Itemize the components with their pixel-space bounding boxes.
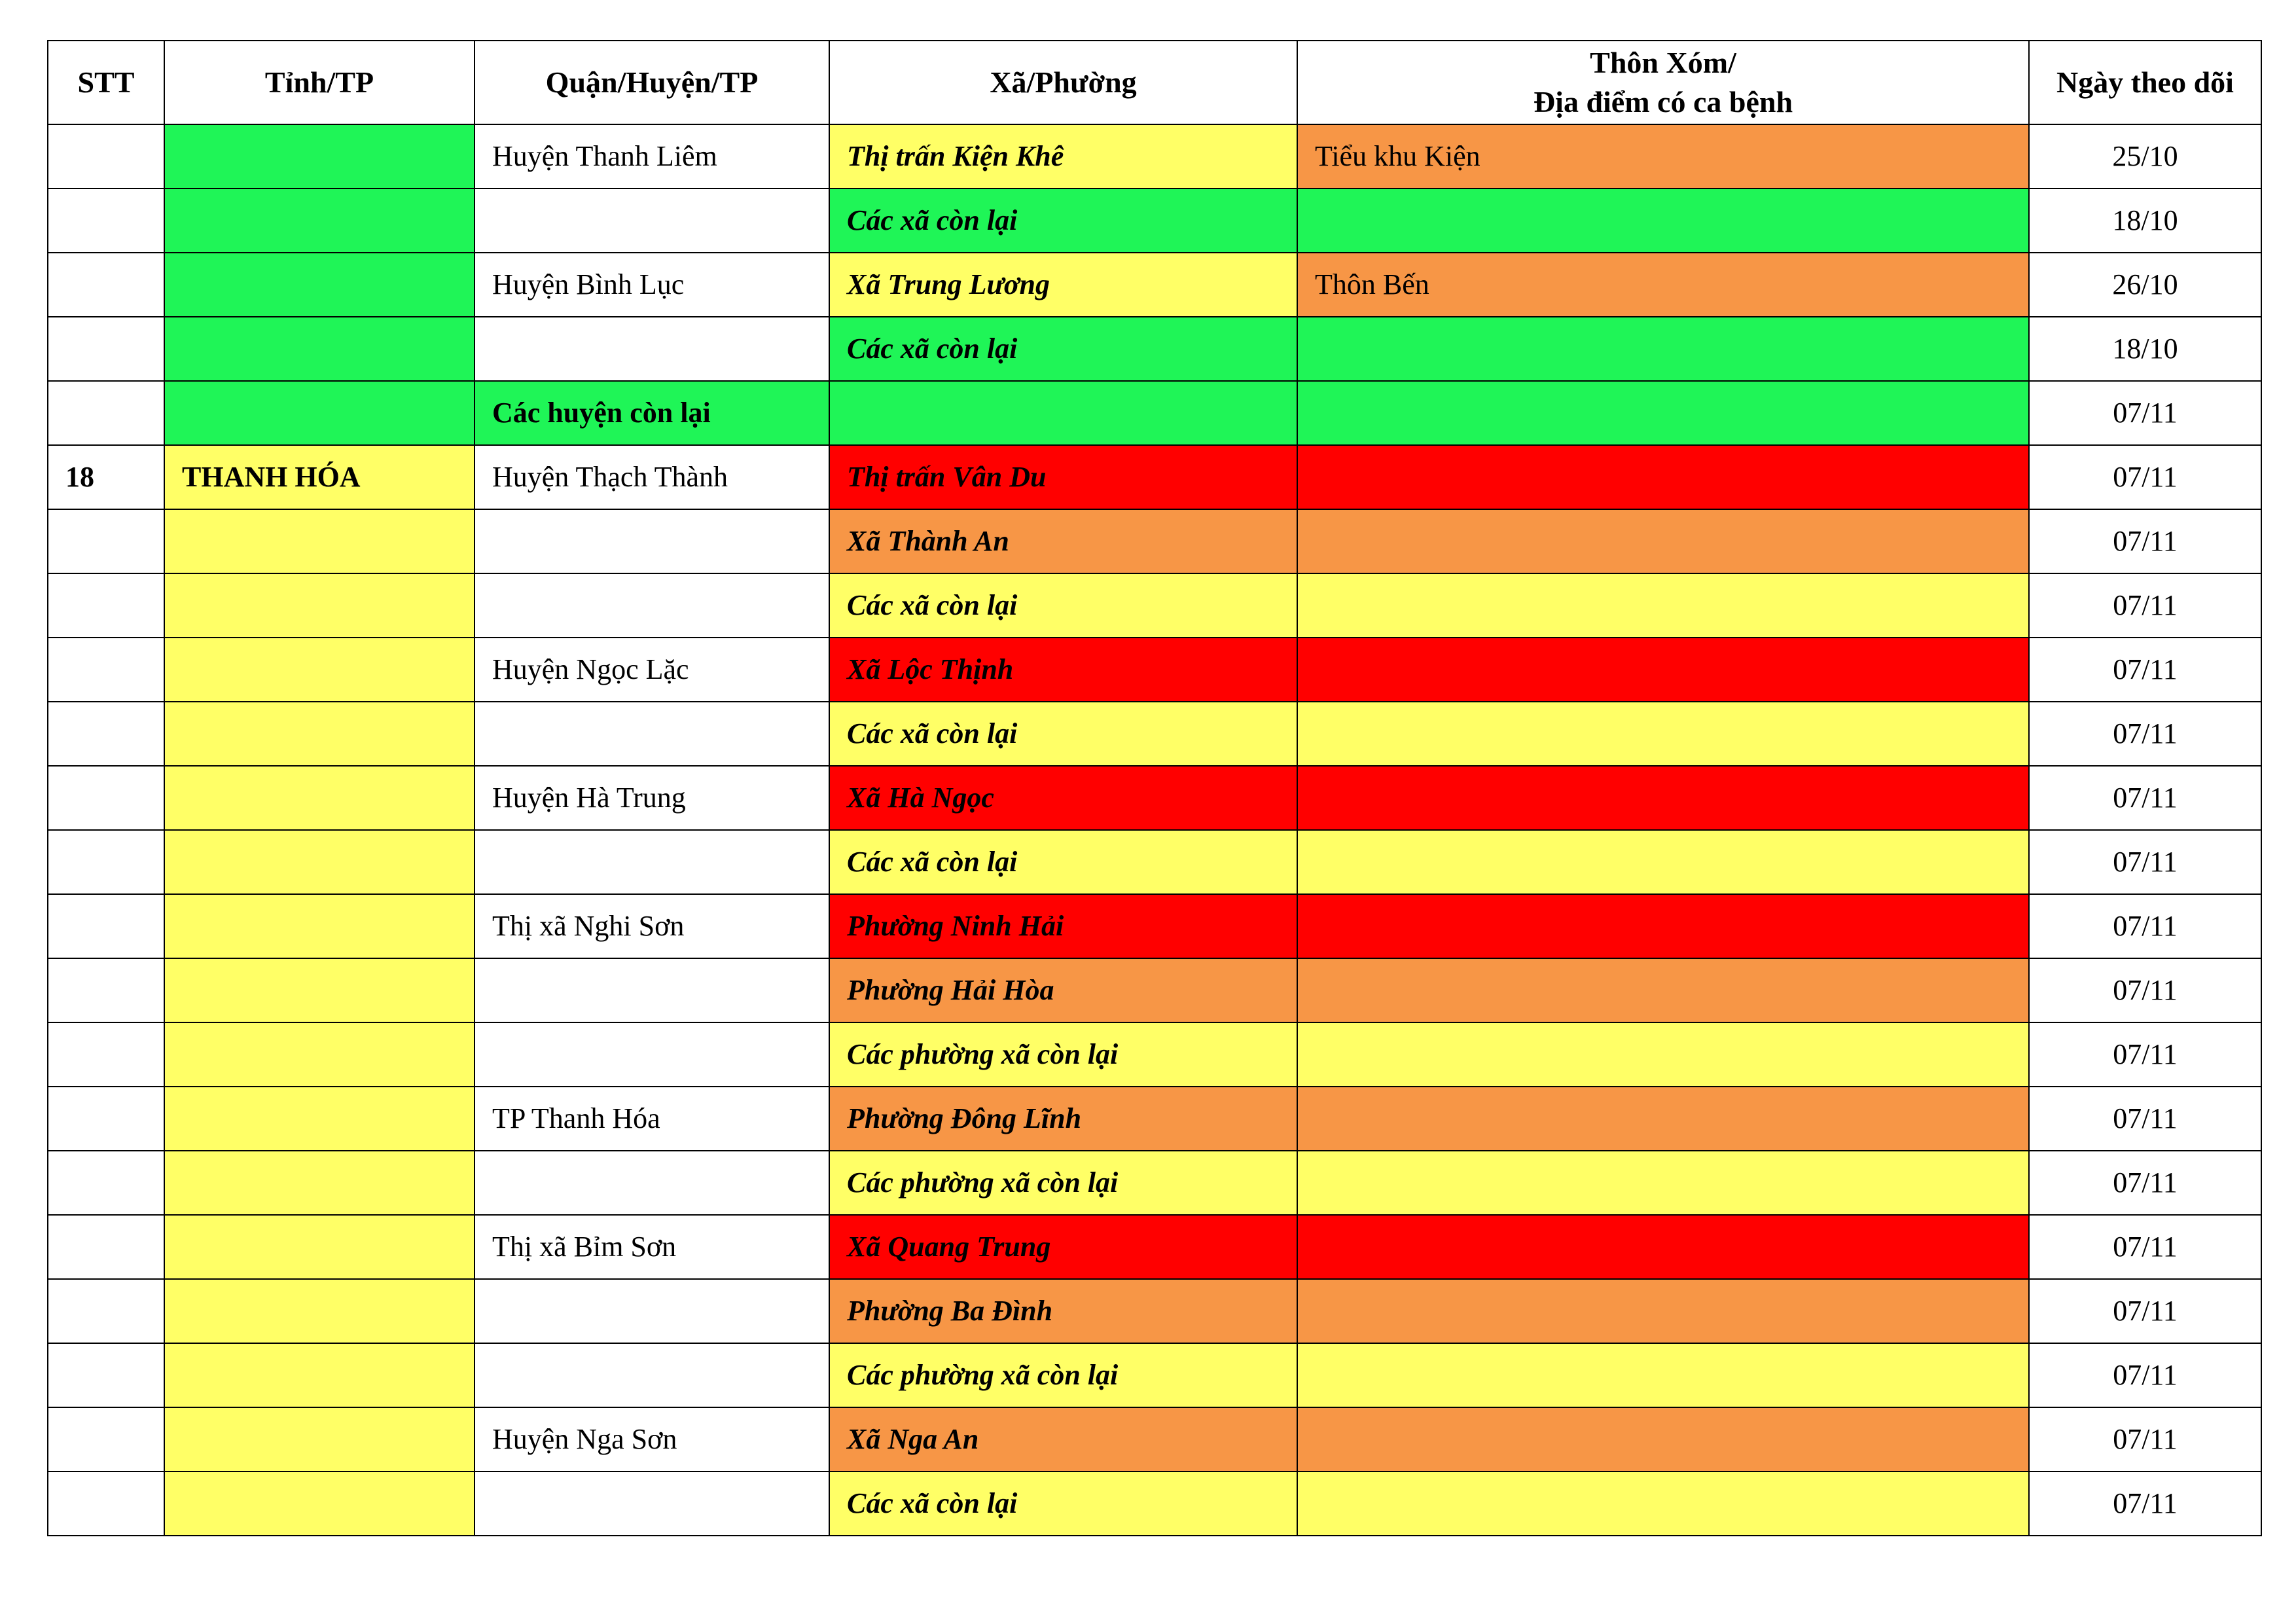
table-row bbox=[48, 638, 2261, 702]
commune-cell: Xã Thành An bbox=[829, 509, 1297, 573]
commune-cell: Các xã còn lại bbox=[829, 189, 1297, 253]
table-row bbox=[48, 509, 2261, 573]
location-cell bbox=[1297, 1087, 2029, 1151]
commune-cell: Xã Lộc Thịnh bbox=[829, 638, 1297, 702]
province-cell bbox=[164, 702, 475, 766]
date-cell: 07/11 bbox=[2029, 1087, 2261, 1151]
location-cell bbox=[1297, 702, 2029, 766]
date-cell: 07/11 bbox=[2029, 1215, 2261, 1279]
table-row bbox=[48, 573, 2261, 638]
table-row bbox=[48, 189, 2261, 253]
location-cell bbox=[1297, 638, 2029, 702]
date-cell: 07/11 bbox=[2029, 1407, 2261, 1471]
table-row bbox=[48, 1343, 2261, 1407]
province-cell bbox=[164, 1471, 475, 1536]
commune-cell: Phường Hải Hòa bbox=[829, 958, 1297, 1022]
date-cell: 07/11 bbox=[2029, 1151, 2261, 1215]
location-cell bbox=[1297, 1279, 2029, 1343]
district-cell: Huyện Bình Lục bbox=[475, 253, 829, 317]
date-cell: 07/11 bbox=[2029, 958, 2261, 1022]
commune-cell: Xã Quang Trung bbox=[829, 1215, 1297, 1279]
table-row bbox=[48, 317, 2261, 381]
date-cell: 25/10 bbox=[2029, 124, 2261, 189]
district-cell: Huyện Nga Sơn bbox=[475, 1407, 829, 1471]
province-cell bbox=[164, 894, 475, 958]
commune-cell: Phường Đông Lĩnh bbox=[829, 1087, 1297, 1151]
date-cell: 07/11 bbox=[2029, 702, 2261, 766]
header-date: Ngày theo dõi bbox=[2029, 41, 2261, 124]
district-cell bbox=[475, 1343, 829, 1407]
location-cell bbox=[1297, 1215, 2029, 1279]
province-cell bbox=[164, 958, 475, 1022]
location-cell bbox=[1297, 1471, 2029, 1536]
date-cell: 07/11 bbox=[2029, 830, 2261, 894]
date-cell: 07/11 bbox=[2029, 573, 2261, 638]
stt-cell bbox=[48, 1471, 164, 1536]
table-row bbox=[48, 1087, 2261, 1151]
stt-cell bbox=[48, 1407, 164, 1471]
district-cell bbox=[475, 1151, 829, 1215]
date-cell: 07/11 bbox=[2029, 1279, 2261, 1343]
stt-cell bbox=[48, 1279, 164, 1343]
date-cell: 07/11 bbox=[2029, 381, 2261, 445]
location-cell bbox=[1297, 317, 2029, 381]
commune-cell: Các phường xã còn lại bbox=[829, 1022, 1297, 1087]
stt-cell bbox=[48, 381, 164, 445]
location-cell bbox=[1297, 509, 2029, 573]
district-cell bbox=[475, 1022, 829, 1087]
commune-cell bbox=[829, 381, 1297, 445]
location-cell bbox=[1297, 573, 2029, 638]
location-cell bbox=[1297, 894, 2029, 958]
district-cell: Thị xã Nghi Sơn bbox=[475, 894, 829, 958]
header-location bbox=[1297, 41, 2029, 124]
header-province: Tỉnh/TP bbox=[164, 41, 475, 124]
date-cell: 07/11 bbox=[2029, 766, 2261, 830]
district-cell bbox=[475, 317, 829, 381]
date-cell: 18/10 bbox=[2029, 189, 2261, 253]
district-cell bbox=[475, 573, 829, 638]
district-cell: Thị xã Bỉm Sơn bbox=[475, 1215, 829, 1279]
district-cell bbox=[475, 189, 829, 253]
district-cell bbox=[475, 702, 829, 766]
district-cell bbox=[475, 509, 829, 573]
table-row bbox=[48, 124, 2261, 189]
location-cell bbox=[1297, 381, 2029, 445]
location-cell bbox=[1297, 830, 2029, 894]
stt-cell bbox=[48, 638, 164, 702]
commune-cell: Các xã còn lại bbox=[829, 573, 1297, 638]
table-row bbox=[48, 1407, 2261, 1471]
date-cell: 07/11 bbox=[2029, 1343, 2261, 1407]
header-location-line2: Địa điểm có ca bệnh bbox=[1533, 85, 1793, 118]
location-cell bbox=[1297, 766, 2029, 830]
header-district: Quận/Huyện/TP bbox=[475, 41, 829, 124]
commune-cell: Thị trấn Vân Du bbox=[829, 445, 1297, 509]
province-cell bbox=[164, 124, 475, 189]
province-cell bbox=[164, 1343, 475, 1407]
stt-cell bbox=[48, 124, 164, 189]
location-cell bbox=[1297, 1407, 2029, 1471]
stt-cell bbox=[48, 573, 164, 638]
date-cell: 07/11 bbox=[2029, 509, 2261, 573]
province-cell bbox=[164, 830, 475, 894]
district-cell bbox=[475, 830, 829, 894]
district-cell: Các huyện còn lại bbox=[475, 381, 829, 445]
province-cell bbox=[164, 509, 475, 573]
commune-cell: Các xã còn lại bbox=[829, 830, 1297, 894]
table-row bbox=[48, 958, 2261, 1022]
stt-cell bbox=[48, 894, 164, 958]
district-cell: Huyện Hà Trung bbox=[475, 766, 829, 830]
table-row bbox=[48, 445, 2261, 509]
province-cell bbox=[164, 1087, 475, 1151]
table-row bbox=[48, 1022, 2261, 1087]
table-row bbox=[48, 894, 2261, 958]
date-cell: 26/10 bbox=[2029, 253, 2261, 317]
table-row bbox=[48, 1471, 2261, 1536]
province-cell bbox=[164, 573, 475, 638]
district-cell: Huyện Thanh Liêm bbox=[475, 124, 829, 189]
province-cell bbox=[164, 1279, 475, 1343]
commune-cell: Xã Hà Ngọc bbox=[829, 766, 1297, 830]
stt-cell bbox=[48, 253, 164, 317]
province-cell bbox=[164, 189, 475, 253]
district-cell: Huyện Ngọc Lặc bbox=[475, 638, 829, 702]
location-cell: Tiểu khu Kiện bbox=[1297, 124, 2029, 189]
location-cell bbox=[1297, 958, 2029, 1022]
stt-cell bbox=[48, 766, 164, 830]
province-cell: THANH HÓA bbox=[164, 445, 475, 509]
date-cell: 07/11 bbox=[2029, 638, 2261, 702]
commune-cell: Các xã còn lại bbox=[829, 702, 1297, 766]
date-cell: 07/11 bbox=[2029, 1471, 2261, 1536]
date-cell: 07/11 bbox=[2029, 445, 2261, 509]
province-cell bbox=[164, 1151, 475, 1215]
province-cell bbox=[164, 381, 475, 445]
header-row bbox=[48, 41, 2261, 124]
stt-cell bbox=[48, 1215, 164, 1279]
commune-cell: Các xã còn lại bbox=[829, 317, 1297, 381]
stt-cell bbox=[48, 509, 164, 573]
table-row bbox=[48, 1151, 2261, 1215]
district-cell bbox=[475, 1279, 829, 1343]
district-cell: TP Thanh Hóa bbox=[475, 1087, 829, 1151]
stt-cell bbox=[48, 830, 164, 894]
location-cell bbox=[1297, 1151, 2029, 1215]
date-cell: 18/10 bbox=[2029, 317, 2261, 381]
province-cell bbox=[164, 1407, 475, 1471]
province-cell bbox=[164, 317, 475, 381]
province-cell bbox=[164, 1215, 475, 1279]
stt-cell bbox=[48, 1022, 164, 1087]
table-header bbox=[48, 41, 2261, 124]
stt-cell bbox=[48, 317, 164, 381]
stt-cell bbox=[48, 702, 164, 766]
location-cell bbox=[1297, 189, 2029, 253]
table-row bbox=[48, 702, 2261, 766]
stt-cell bbox=[48, 1343, 164, 1407]
location-cell bbox=[1297, 1343, 2029, 1407]
commune-cell: Các phường xã còn lại bbox=[829, 1151, 1297, 1215]
district-cell bbox=[475, 958, 829, 1022]
commune-cell: Phường Ba Đình bbox=[829, 1279, 1297, 1343]
table-row bbox=[48, 1279, 2261, 1343]
commune-cell: Các xã còn lại bbox=[829, 1471, 1297, 1536]
table-row bbox=[48, 381, 2261, 445]
table-row bbox=[48, 830, 2261, 894]
stt-cell bbox=[48, 1087, 164, 1151]
header-commune: Xã/Phường bbox=[829, 41, 1297, 124]
commune-cell: Phường Ninh Hải bbox=[829, 894, 1297, 958]
table-row bbox=[48, 1215, 2261, 1279]
province-cell bbox=[164, 253, 475, 317]
province-cell bbox=[164, 1022, 475, 1087]
stt-cell bbox=[48, 958, 164, 1022]
table-row bbox=[48, 766, 2261, 830]
table-row bbox=[48, 253, 2261, 317]
date-cell: 07/11 bbox=[2029, 894, 2261, 958]
date-cell: 07/11 bbox=[2029, 1022, 2261, 1087]
commune-cell: Các phường xã còn lại bbox=[829, 1343, 1297, 1407]
header-stt: STT bbox=[48, 41, 164, 124]
stt-cell bbox=[48, 189, 164, 253]
location-cell bbox=[1297, 445, 2029, 509]
commune-cell: Xã Trung Lương bbox=[829, 253, 1297, 317]
stt-cell: 18 bbox=[48, 445, 164, 509]
table-body bbox=[48, 124, 2261, 1536]
location-cell bbox=[1297, 1022, 2029, 1087]
province-cell bbox=[164, 638, 475, 702]
district-cell: Huyện Thạch Thành bbox=[475, 445, 829, 509]
province-cell bbox=[164, 766, 475, 830]
stt-cell bbox=[48, 1151, 164, 1215]
district-cell bbox=[475, 1471, 829, 1536]
commune-cell: Thị trấn Kiện Khê bbox=[829, 124, 1297, 189]
tracking-table bbox=[47, 40, 2262, 1536]
location-cell: Thôn Bến bbox=[1297, 253, 2029, 317]
commune-cell: Xã Nga An bbox=[829, 1407, 1297, 1471]
header-location-line1: Thôn Xóm/ bbox=[1590, 46, 1736, 80]
